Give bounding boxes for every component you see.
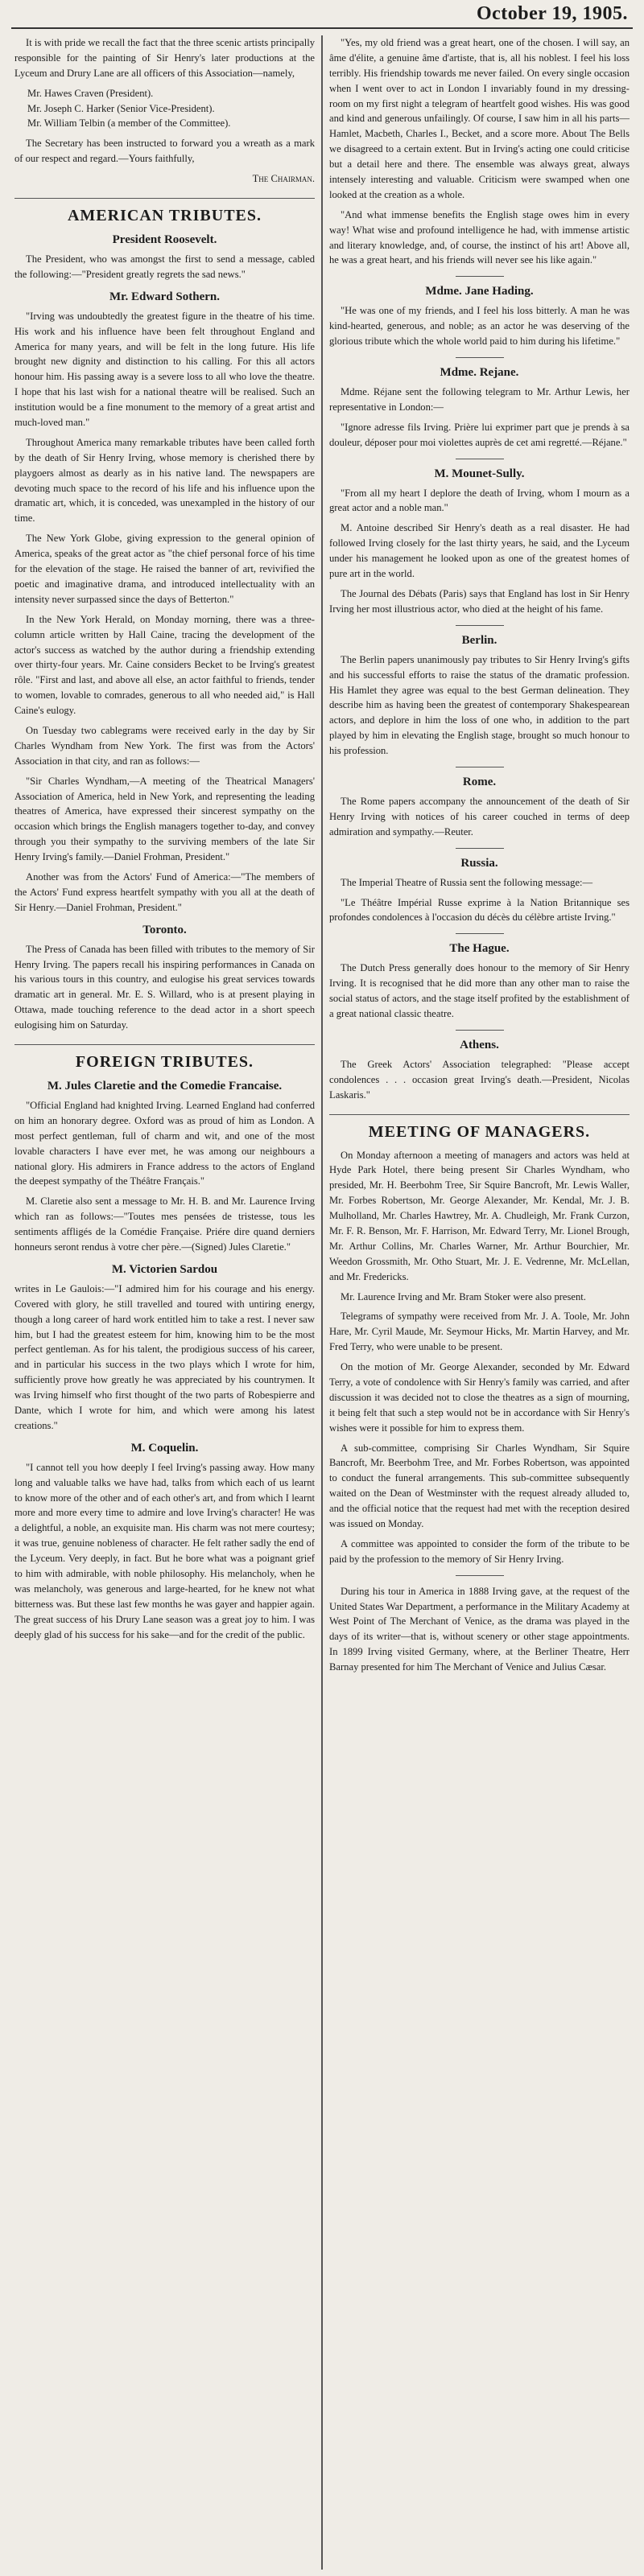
- article-paragraph: The Imperial Theatre of Russia sent the following message:—: [341, 876, 593, 888]
- article-paragraph: The Berlin papers unanimously pay tributes to Sir Henry Irving's gifts and his successful efforts to raise the status of the dramatic profession. His Hamlet they agree was equal to the best German delineation. They describe him as having been the greatest of contemporary Shakespearean actors, and deplore in him the loss of one who, in addition to the part played by him in elevating the English stage, brought so much honour to his profession.: [329, 653, 630, 757]
- officer-item: Mr. Hawes Craven (President).: [27, 87, 154, 99]
- article-paragraph: "And what immense benefits the English stage owes him in every way! What wise and profound intelligence he had, with immense artistic and literary knowledge, and, of course, the instinct of his art! Above all, he was a great heart, and his friends will never see his like again.": [329, 208, 630, 266]
- article-paragraph: "Sir Charles Wyndham,—A meeting of the Theatrical Managers' Association of America, held in New York, and representing the leading theatres of America, have expressed their sincerest sympathy on the occasion which brings the English managers together to-day, and convey through you their sympathy to the surviving members of the late Sir Henry Irving's family.—Daniel Frohman, President.": [14, 775, 315, 863]
- officers-list: [14, 86, 315, 132]
- subheading: Mdme. Jane Hading.: [425, 285, 534, 298]
- subheading: Berlin.: [461, 633, 497, 647]
- article-paragraph: The Dutch Press generally does honour to the memory of Sir Henry Irving. It is recognised that he did more than any other man to raise the social status of actors, and the stage itself profited by the establishment of a great national classic theatre.: [329, 962, 630, 1019]
- officer-item: Mr. William Telbin (a member of the Committee).: [27, 117, 231, 130]
- column-left: [11, 35, 318, 2570]
- article-paragraph: writes in Le Gaulois:—"I admired him for his courage and his energy. Covered with glory, he still travelled and toured with untiring energy, though a long career of hard work entitled him to take a rest. I never saw him, but I had the greatest esteem for him, knowing him to be the most perfect gentleman. As for his talent, the prodigious success of his career, and in particular his success in the two plays which I wrote for him, sufficiently prove how greatly he was appreciated by his countrymen. It was Irving himself who first thought of the two parts of Robespierre and Dante, which I wrote for him, and which were among his latest creations.": [14, 1282, 315, 1431]
- masthead: [11, 0, 633, 29]
- subheading: The Hague.: [449, 942, 510, 956]
- columns: [11, 35, 633, 2570]
- intro-paragraph: The Secretary has been instructed to forward you a wreath as a mark of our respect and regard.—Yours faithfully,: [14, 138, 315, 165]
- divider: [456, 276, 504, 277]
- section-heading: MEETING OF MANAGERS.: [329, 1114, 630, 1142]
- article-paragraph: "Ignore adresse fils Irving. Prière lui exprimer part que je prends à sa douleur, déposer pour moi violettes auprès de cet ami regretté.—Réjane.": [329, 421, 630, 448]
- article-paragraph: The President, who was amongst the first to send a message, cabled the following:—"President greatly regrets the sad news.": [14, 253, 315, 280]
- section-heading: AMERICAN TRIBUTES.: [14, 198, 315, 225]
- divider: [456, 933, 504, 934]
- subheading: President Roosevelt.: [112, 233, 217, 247]
- article-paragraph: A sub-committee, comprising Sir Charles Wyndham, Sir Squire Bancroft, Mr. Beerbohm Tree, and Mr. Forbes Robertson, was appointed to conduct the funeral arrangements. This sub-committee subsequently waited on the Dean of Westminster with the request already alluded to, and the official notice that the request had met with the reception desired was issued on Monday.: [329, 1442, 630, 1530]
- column-divider: [321, 35, 323, 2570]
- article-paragraph: Mdme. Réjane sent the following telegram to Mr. Arthur Lewis, her representative in London:—: [329, 386, 630, 413]
- article-paragraph: "Le Théâtre Impérial Russe exprime à la Nation Britannique ses profondes condolences à l'occasion du décès du célèbre artiste Irving.": [329, 896, 630, 924]
- divider: [456, 625, 504, 626]
- article-paragraph: During his tour in America in 1888 Irving gave, at the request of the United States War Department, a performance in the Military Academy at West Point of The Merchant of Venice, as the drama was played in the days of its writer—that is, without scenery or other stage appointments. In 1899 Irving visited Germany, where, at the Berliner Theatre, Herr Barnay presented for him The Merchant of Venice and Julius Cæsar.: [329, 1585, 630, 1673]
- subheading: M. Mounet-Sully.: [434, 467, 525, 480]
- article-paragraph: Telegrams of sympathy were received from Mr. J. A. Toole, Mr. John Hare, Mr. Cyril Maude, Mr. Seymour Hicks, Mr. Martin Harvey, and Mr. Fred Terry, who were unable to be present.: [329, 1311, 630, 1353]
- article-paragraph: M. Antoine described Sir Henry's death as a real disaster. He had followed Irving closely for the last thirty years, he said, and the Lyceum under his management he looked upon as one of the greatest homes of pure art in the world.: [329, 522, 630, 580]
- column-right: [326, 35, 633, 2570]
- signature: The Chairman.: [252, 173, 315, 185]
- article-paragraph: M. Claretie also sent a message to Mr. H. B. and Mr. Laurence Irving which ran as follows:—"Toutes mes pensées de tristesse, tous les sentiments affligés de la Comédie Française. Priére dire quand derniers honneurs seront rendus à votre cher père.—(Signed) Jules Claretie.": [14, 1195, 315, 1253]
- article-paragraph: On Monday afternoon a meeting of managers and actors was held at Hyde Park Hotel, there being present Sir Charles Wyndham, who presided, Mr. H. Beerbohm Tree, Sir Squire Bancroft, Mr. Lewis Waller, Mr. Forbes Robertson, Mr. George Alexander, Mr. Kendal, Mr. J. B. Mulholland, Mr. Charles Hawtrey, Mr. A. Chudleigh, Mr. Frank Curzon, Mr. F. R. Benson, Mr. F. Harrison, Mr. Edward Terry, Mr. Lionel Brough, Mr. Arthur Collins, Mr. Charles Warner, Mr. Arthur Bourchier, Mr. Weedon Grossmith, Mr. Otho Stuart, Mr. J. E. Vedrenne, Mr. McLellan, and Mr. Fredericks.: [329, 1149, 630, 1282]
- article-paragraph: On the motion of Mr. George Alexander, seconded by Mr. Edward Terry, a vote of condolence with Sir Henry's family was carried, and after discussion it was decided not to close the theatres as a sign of mourning, it being felt that such a step would not be in accordance with Sir Henry's wishes were it possible for him to express them.: [329, 1361, 630, 1434]
- article-paragraph: "Official England had knighted Irving. Learned England had conferred on him an honorary degree. Oxford was as proud of him as London. A most perfect gentleman, full of charm and wit, and one of the most lovable characters I have ever met, he was among our neighbours a national glory. His admirers in France address to the actors of England the deepest sympathy of the Théâtre Français.": [14, 1099, 315, 1187]
- article-paragraph: Another was from the Actors' Fund of America:—"The members of the Actors' Fund express heartfelt sympathy with you all at the death of Sir Henry.—Daniel Frohman, President.": [14, 870, 315, 913]
- subheading: Rome.: [462, 775, 497, 788]
- subheading: M. Victorien Sardou: [111, 1262, 218, 1276]
- officer-item: Mr. Joseph C. Harker (Senior Vice-President).: [27, 102, 215, 114]
- article-paragraph: Mr. Laurence Irving and Mr. Bram Stoker were also present.: [341, 1290, 586, 1302]
- subheading: Russia.: [460, 856, 498, 870]
- article-paragraph: In the New York Herald, on Monday morning, there was a three-column article written by Hall Caine, tracing the development of the actor's success as watched by the author during a friendship extending over thirty-four years. Mr. Caine considers Becket to be Irving's greatest rôle. "First and last, and above all else, an actor faithful to friends, tender to women, lovable to comrades, generous to all who needed aid," is Hall Caine's eulogy.: [14, 613, 315, 717]
- article-paragraph: The Greek Actors' Association telegraphed: "Please accept condolences . . . occasion great Irving's death.—President, Nicolas Laskaris.": [329, 1058, 630, 1101]
- article-paragraph: "He was one of my friends, and I feel his loss bitterly. A man he was kind-hearted, generous, and noble; as an actor he was deserving of the glorious tribute which the whole world paid to him during his lifetime.": [329, 305, 630, 348]
- article-paragraph: The Press of Canada has been filled with tributes to the memory of Sir Henry Irving. The papers recall his inspiring performances in Canada on his various tours in this country, and eulogise his great services towards dramatic art in general. Mr. E. S. Willard, who is at present playing in Ottawa, made touching reference to the dead actor in a short speech eulogising him on Saturday.: [14, 943, 315, 1031]
- article-paragraph: On Tuesday two cablegrams were received early in the day by Sir Charles Wyndham from New York. The first was from the Actors' Association in that city, and ran as follows:—: [14, 724, 315, 767]
- article-paragraph: Throughout America many remarkable tributes have been called forth by the death of Sir Henry Irving, whose memory is cherished there by playgoers almost as dearly as in his native land. The newspapers are devoting much space to the record of his life and his influence upon the dramatic art, which, it is conceded, was unexampled in the history of our time.: [14, 436, 315, 525]
- subheading: M. Coquelin.: [130, 1441, 199, 1455]
- divider: [456, 357, 504, 358]
- article-paragraph: "I cannot tell you how deeply I feel Irving's passing away. How many long and valuable talks we have had, talks from which each of us learnt to know more of the other and of each other's art, and from which I learnt more and more every time to admire and love Irving's character! He was a delightful, a noble, an exquisite man. His charm was not mere courtesy; it was true, genuine nobleness of character. He felt rather sadly the end of the Lyceum. Very deeply, in fact. But he bore what was a poignant grief to him with admirable, with noble philosophy. His melancholy, when he was melancholy, was generous and large-hearted, for he knew not what bitterness was. But these last few months he was gayer and happier again. The great success of his Drury Lane season was a great joy to him. I was deeply glad of his success for his sake—and for the credit of the public.: [14, 1461, 315, 1640]
- divider: [456, 1575, 504, 1576]
- divider: [456, 848, 504, 849]
- subheading: Mdme. Rejane.: [440, 366, 519, 380]
- article-paragraph: The New York Globe, giving expression to the general opinion of America, speaks of the great actor as "the chief personal force of his time for the elevation of the stage. He raised the banner of art, revivified the poetic and imaginative drama, and introduced intellectuality with an intensity never surpassed since the days of Betterton.": [14, 533, 315, 605]
- divider: [456, 1030, 504, 1031]
- article-paragraph: The Journal des Débats (Paris) says that England has lost in Sir Henry Irving her most illustrious actor, who died at the height of his fame.: [329, 587, 630, 615]
- article-paragraph: A committee was appointed to consider the form of the tribute to be paid by the profession to the memory of Sir Henry Irving.: [329, 1537, 630, 1565]
- article-paragraph: "Irving was undoubtedly the greatest figure in the theatre of his time. His work and his influence have been felt throughout England and America for many years, and will be felt in the long future. His life brought new dignity and distinction to his calling. For this all actors honour him. His passing away is a severe loss to all who love the theatre. I hope that his last wish for a national theatre will be realised. Such an institution would be a fine monument to the memory of a great artist and much-loved man.": [14, 310, 315, 429]
- subheading: M. Jules Claretie and the Comedie Francaise.: [47, 1079, 283, 1093]
- article-paragraph: "From all my heart I deplore the death of Irving, whom I mourn as a great actor and a noble man.": [329, 487, 630, 514]
- article-paragraph: The Rome papers accompany the announcement of the death of Sir Henry Irving with notices of his career couched in terms of deep admiration and sympathy.—Reuter.: [329, 795, 630, 837]
- issue-date: October 19, 1905.: [476, 2, 628, 24]
- intro-paragraph: It is with pride we recall the fact that the three scenic artists principally responsible for the painting of Sir Henry's later productions at the Lyceum and Drury Lane are all officers of this Association—namely,: [14, 37, 315, 79]
- subheading: Mr. Edward Sothern.: [109, 290, 220, 303]
- article-paragraph: "Yes, my old friend was a great heart, one of the chosen. I will say, an âme d'élite, a genuine âme d'artiste, that is, all his noblest. I feel his loss terribly. His friendship towards me never failed. On every single occasion when I went over to act in London I invariably found in my dressing-room on my first night a telegram of heartfelt good wishes. His was good and kind and generous unfailingly. Of course, I saw him in all his parts—Hamlet, Macbeth, Charles I., Becket, and a score more. About The Bells we disagreed to a certain extent. But in Irving's acting one could criticise but a detail here and there. The ensemble was always great, always intensely interesting and valuable. Criticism were swamped when one looked at the creation as a whole.: [329, 37, 630, 200]
- subheading: Toronto.: [142, 923, 187, 936]
- section-heading: FOREIGN TRIBUTES.: [14, 1044, 315, 1072]
- subheading: Athens.: [460, 1038, 499, 1051]
